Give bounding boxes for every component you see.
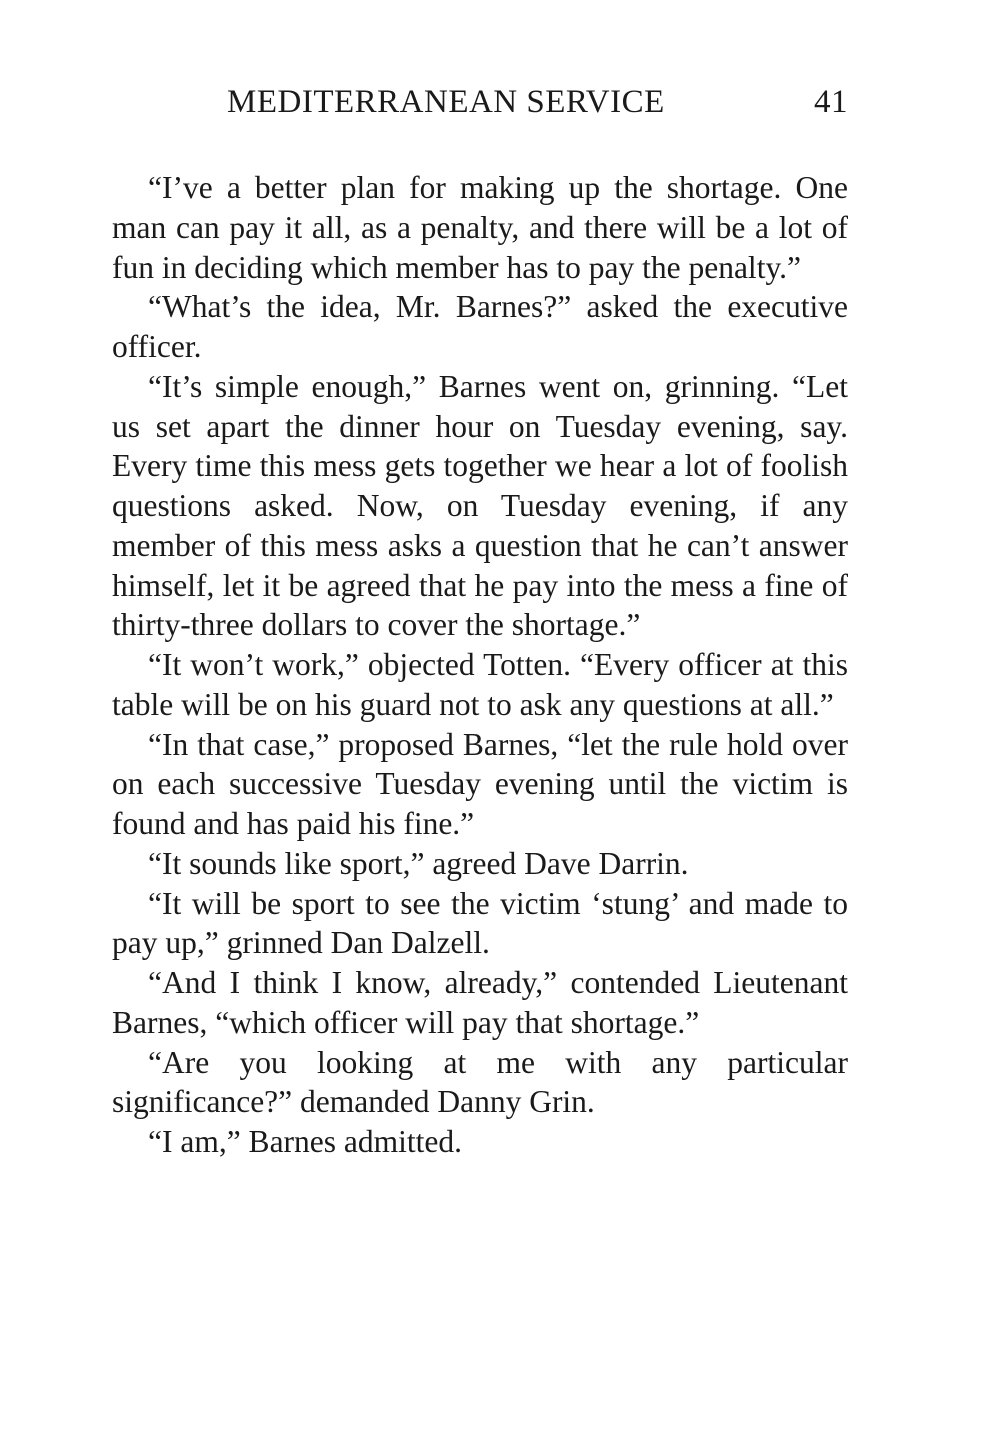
paragraph-9: “Are you looking at me with any particular significance?” demanded Danny Grin. — [112, 1044, 848, 1120]
paragraph-4: “It won’t work,” objected Totten. “Every officer at this table will be on his guard not to ask any questions at all.” — [112, 647, 848, 722]
paragraph-5: “In that case,” proposed Barnes, “let the rule hold over on each successive Tuesday evening until the victim is found and has paid his fine.” — [112, 726, 848, 841]
paragraph-10: “I am,” Barnes admitted. — [148, 1124, 463, 1159]
running-title: MEDITERRANEAN SERVICE — [227, 84, 665, 120]
paragraph-7: “It will be sport to see the victim ‘stung’ and made to pay up,” grinned Dan Dalzell. — [112, 885, 848, 961]
paragraph-2: “What’s the idea, Mr. Barnes?” asked the executive officer. — [112, 289, 848, 364]
paragraph-3: “It’s simple enough,” Barnes went on, grinning. “Let us set apart the dinner hour on Tuesday evening, say. Every time this mess gets together we hear a lot of foolish questions asked. Now, on Tuesday evening, if any member of this mess asks a question that he can’t answer himself, let it be agreed that he pay into the mess a fine of thirty-three dollars to cover the shortage.” — [112, 368, 848, 643]
paragraph-6: “It sounds like sport,” agreed Dave Darrin. — [148, 845, 689, 881]
body-text — [112, 168, 848, 1162]
paragraph-8: “And I think I know, already,” contended Lieutenant Barnes, “which officer will pay that shortage.” — [112, 965, 848, 1040]
page-number: 41 — [814, 84, 848, 120]
paragraph-1: “I’ve a better plan for making up the shortage. One man can pay it all, as a penalty, and there will be a lot of fun in deciding which member has to pay the penalty.” — [112, 170, 848, 285]
running-header — [112, 84, 848, 128]
